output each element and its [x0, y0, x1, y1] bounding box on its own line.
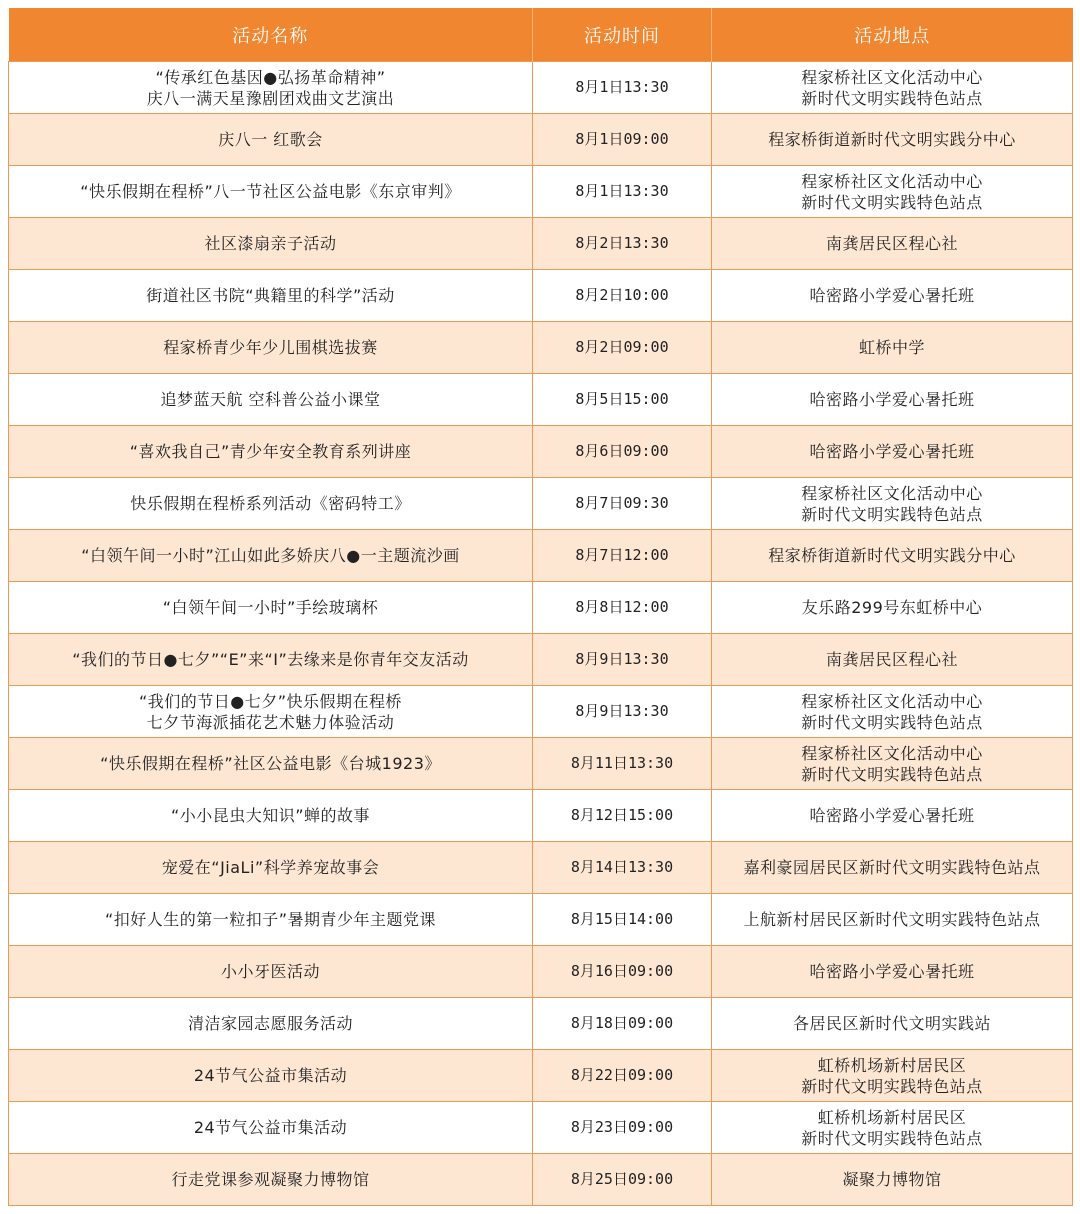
activity-place-cell: [712, 530, 1073, 582]
activity-place-line: 上航新村居民区新时代文明实践特色站点: [743, 910, 1041, 929]
activity-time-cell: 8月6日09:00: [533, 426, 712, 478]
activity-place-cell: [712, 270, 1073, 322]
activity-name-line: “我们的节日●七夕”快乐假期在程桥: [138, 691, 403, 711]
activity-name-cell: [9, 478, 533, 530]
activity-time-cell: 8月2日13:30: [533, 218, 712, 270]
activity-place-line: 友乐路299号东虹桥中心: [801, 598, 983, 617]
activity-place-cell: [712, 478, 1073, 530]
activity-name-cell: [9, 218, 533, 270]
activity-place-cell: [712, 1050, 1073, 1102]
activity-time-cell: 8月25日09:00: [533, 1154, 712, 1206]
activity-place-cell: [712, 634, 1073, 686]
activity-name-cell: [9, 634, 533, 686]
activity-name-line: 庆八一满天星豫剧团戏曲文艺演出: [146, 88, 395, 108]
activity-place-cell: [712, 790, 1073, 842]
table-row: [9, 426, 1073, 478]
activity-name-line: 七夕节海派插花艺术魅力体验活动: [146, 712, 395, 732]
activity-place-cell: [712, 1102, 1073, 1154]
activity-place-line: 新时代文明实践特色站点: [801, 1076, 983, 1096]
activity-place-cell: [712, 114, 1073, 166]
activity-place-line: 新时代文明实践特色站点: [801, 764, 983, 784]
table-row: [9, 894, 1073, 946]
activity-name-cell: [9, 322, 533, 374]
activity-place-cell: [712, 218, 1073, 270]
activity-place-cell: [712, 166, 1073, 218]
activity-time-cell: 8月2日10:00: [533, 270, 712, 322]
activity-name-cell: [9, 894, 533, 946]
activity-name-line: “我们的节日●七夕”“E”来“I”去缘来是你青年交友活动: [72, 650, 469, 669]
activity-place-line: 虹桥机场新村居民区: [817, 1107, 967, 1127]
activity-name-line: 清洁家园志愿服务活动: [187, 1014, 353, 1033]
header-activity-name: 活动名称: [9, 8, 533, 62]
activity-name-line: “传承红色基因●弘扬革命精神”: [155, 67, 386, 87]
activity-name-line: “小小昆虫大知识”蝉的故事: [170, 806, 371, 825]
table-row: [9, 634, 1073, 686]
activity-name-line: 社区漆扇亲子活动: [204, 234, 337, 253]
activity-name-cell: [9, 790, 533, 842]
activity-name-line: “白领午间一小时”江山如此多娇庆八●一主题流沙画: [81, 546, 460, 565]
activity-place-line: 哈密路小学爱心暑托班: [809, 390, 975, 409]
activity-place-line: 南龚居民区程心社: [825, 650, 958, 669]
table-row: [9, 322, 1073, 374]
activity-place-line: 哈密路小学爱心暑托班: [809, 442, 975, 461]
activity-name-line: “快乐假期在程桥”八一节社区公益电影《东京审判》: [80, 182, 461, 201]
table-row: [9, 946, 1073, 998]
table-row: [9, 374, 1073, 426]
table-row: [9, 62, 1073, 114]
header-activity-place: 活动地点: [712, 8, 1073, 62]
activity-place-line: 凝聚力博物馆: [842, 1170, 942, 1189]
activity-place-line: 虹桥机场新村居民区: [817, 1055, 967, 1075]
activity-name-cell: [9, 686, 533, 738]
activity-place-line: 哈密路小学爱心暑托班: [809, 286, 975, 305]
table-row: [9, 998, 1073, 1050]
activity-name-cell: [9, 946, 533, 998]
activity-name-line: 小小牙医活动: [220, 962, 320, 981]
activity-name-line: 宠爱在“JiaLi”科学养宠故事会: [161, 858, 380, 877]
activity-place-cell: [712, 738, 1073, 790]
activity-name-line: 行走党课参观凝聚力博物馆: [171, 1170, 370, 1189]
table-body: [9, 62, 1073, 1206]
activity-name-line: “扣好人生的第一粒扣子”暑期青少年主题党课: [104, 910, 437, 929]
table-row: [9, 1050, 1073, 1102]
activity-place-line: 南龚居民区程心社: [825, 234, 958, 253]
activity-place-line: 哈密路小学爱心暑托班: [809, 806, 975, 825]
activity-name-cell: [9, 62, 533, 114]
table-row: [9, 582, 1073, 634]
activity-name-line: 庆八一 红歌会: [218, 130, 323, 149]
activity-name-cell: [9, 374, 533, 426]
activity-place-cell: [712, 894, 1073, 946]
activity-name-line: 24节气公益市集活动: [193, 1066, 348, 1085]
activity-name-cell: [9, 738, 533, 790]
activity-name-line: “喜欢我自己”青少年安全教育系列讲座: [129, 442, 412, 461]
activity-time-cell: 8月12日15:00: [533, 790, 712, 842]
activity-place-cell: [712, 62, 1073, 114]
activity-time-cell: 8月23日09:00: [533, 1102, 712, 1154]
activity-place-line: 程家桥社区文化活动中心: [801, 67, 983, 87]
table-row: [9, 270, 1073, 322]
activity-place-line: 程家桥社区文化活动中心: [801, 743, 983, 763]
activity-place-line: 各居民区新时代文明实践站: [792, 1014, 991, 1033]
activity-time-cell: 8月1日09:00: [533, 114, 712, 166]
activity-time-cell: 8月2日09:00: [533, 322, 712, 374]
activity-name-line: 程家桥青少年少儿围棋选拔赛: [163, 338, 378, 357]
activity-name-line: 快乐假期在程桥系列活动《密码特工》: [130, 494, 411, 513]
activity-time-cell: 8月22日09:00: [533, 1050, 712, 1102]
activity-time-cell: 8月1日13:30: [533, 62, 712, 114]
activity-place-cell: [712, 946, 1073, 998]
activity-time-cell: 8月14日13:30: [533, 842, 712, 894]
activity-place-line: 新时代文明实践特色站点: [801, 192, 983, 212]
header-activity-time: 活动时间: [533, 8, 712, 62]
table-row: [9, 1154, 1073, 1206]
header-row: [9, 8, 1073, 62]
activity-place-line: 程家桥街道新时代文明实践分中心: [768, 546, 1016, 565]
activity-place-line: 程家桥社区文化活动中心: [801, 171, 983, 191]
activity-time-cell: 8月11日13:30: [533, 738, 712, 790]
table-row: [9, 218, 1073, 270]
activity-place-cell: [712, 686, 1073, 738]
activity-name-cell: [9, 1102, 533, 1154]
table-row: [9, 530, 1073, 582]
activity-place-line: 程家桥街道新时代文明实践分中心: [768, 130, 1016, 149]
activity-place-line: 虹桥中学: [858, 338, 925, 357]
table-row: [9, 114, 1073, 166]
activity-name-line: “白领午间一小时”手绘玻璃杯: [162, 598, 379, 617]
activity-name-cell: [9, 1154, 533, 1206]
activity-name-cell: [9, 166, 533, 218]
table-row: [9, 738, 1073, 790]
activity-place-cell: [712, 322, 1073, 374]
activity-name-line: 追梦蓝天航 空科普公益小课堂: [160, 390, 381, 409]
activity-time-cell: 8月8日12:00: [533, 582, 712, 634]
activity-time-cell: 8月15日14:00: [533, 894, 712, 946]
table-row: [9, 842, 1073, 894]
table-header: [9, 8, 1073, 62]
activity-name-cell: [9, 530, 533, 582]
activity-name-cell: [9, 998, 533, 1050]
table-row: [9, 478, 1073, 530]
activity-place-cell: [712, 426, 1073, 478]
table-row: [9, 1102, 1073, 1154]
events-table: [8, 8, 1073, 1206]
activity-place-line: 新时代文明实践特色站点: [801, 1128, 983, 1148]
activity-name-cell: [9, 114, 533, 166]
table-row: [9, 686, 1073, 738]
table-row: [9, 790, 1073, 842]
activity-time-cell: 8月16日09:00: [533, 946, 712, 998]
activity-place-cell: [712, 842, 1073, 894]
activity-place-line: 程家桥社区文化活动中心: [801, 483, 983, 503]
activity-time-cell: 8月7日12:00: [533, 530, 712, 582]
activity-name-line: 街道社区书院“典籍里的科学”活动: [146, 286, 395, 305]
activity-place-line: 新时代文明实践特色站点: [801, 712, 983, 732]
activity-name-cell: [9, 270, 533, 322]
activity-name-cell: [9, 582, 533, 634]
activity-place-cell: [712, 582, 1073, 634]
activity-time-cell: 8月9日13:30: [533, 686, 712, 738]
activity-name-cell: [9, 1050, 533, 1102]
activity-place-cell: [712, 374, 1073, 426]
activity-place-line: 程家桥社区文化活动中心: [801, 691, 983, 711]
activity-name-line: 24节气公益市集活动: [193, 1118, 348, 1137]
activity-place-line: 嘉利豪园居民区新时代文明实践特色站点: [743, 858, 1041, 877]
activity-place-cell: [712, 998, 1073, 1050]
activity-time-cell: 8月1日13:30: [533, 166, 712, 218]
activity-time-cell: 8月9日13:30: [533, 634, 712, 686]
activity-name-line: “快乐假期在程桥”社区公益电影《台城1923》: [100, 754, 441, 773]
activity-place-line: 新时代文明实践特色站点: [801, 88, 983, 108]
activity-time-cell: 8月7日09:30: [533, 478, 712, 530]
activity-time-cell: 8月5日15:00: [533, 374, 712, 426]
activity-place-line: 新时代文明实践特色站点: [801, 504, 983, 524]
activity-place-cell: [712, 1154, 1073, 1206]
table-row: [9, 166, 1073, 218]
activity-time-cell: 8月18日09:00: [533, 998, 712, 1050]
activity-name-cell: [9, 842, 533, 894]
activity-name-cell: [9, 426, 533, 478]
activity-place-line: 哈密路小学爱心暑托班: [809, 962, 975, 981]
